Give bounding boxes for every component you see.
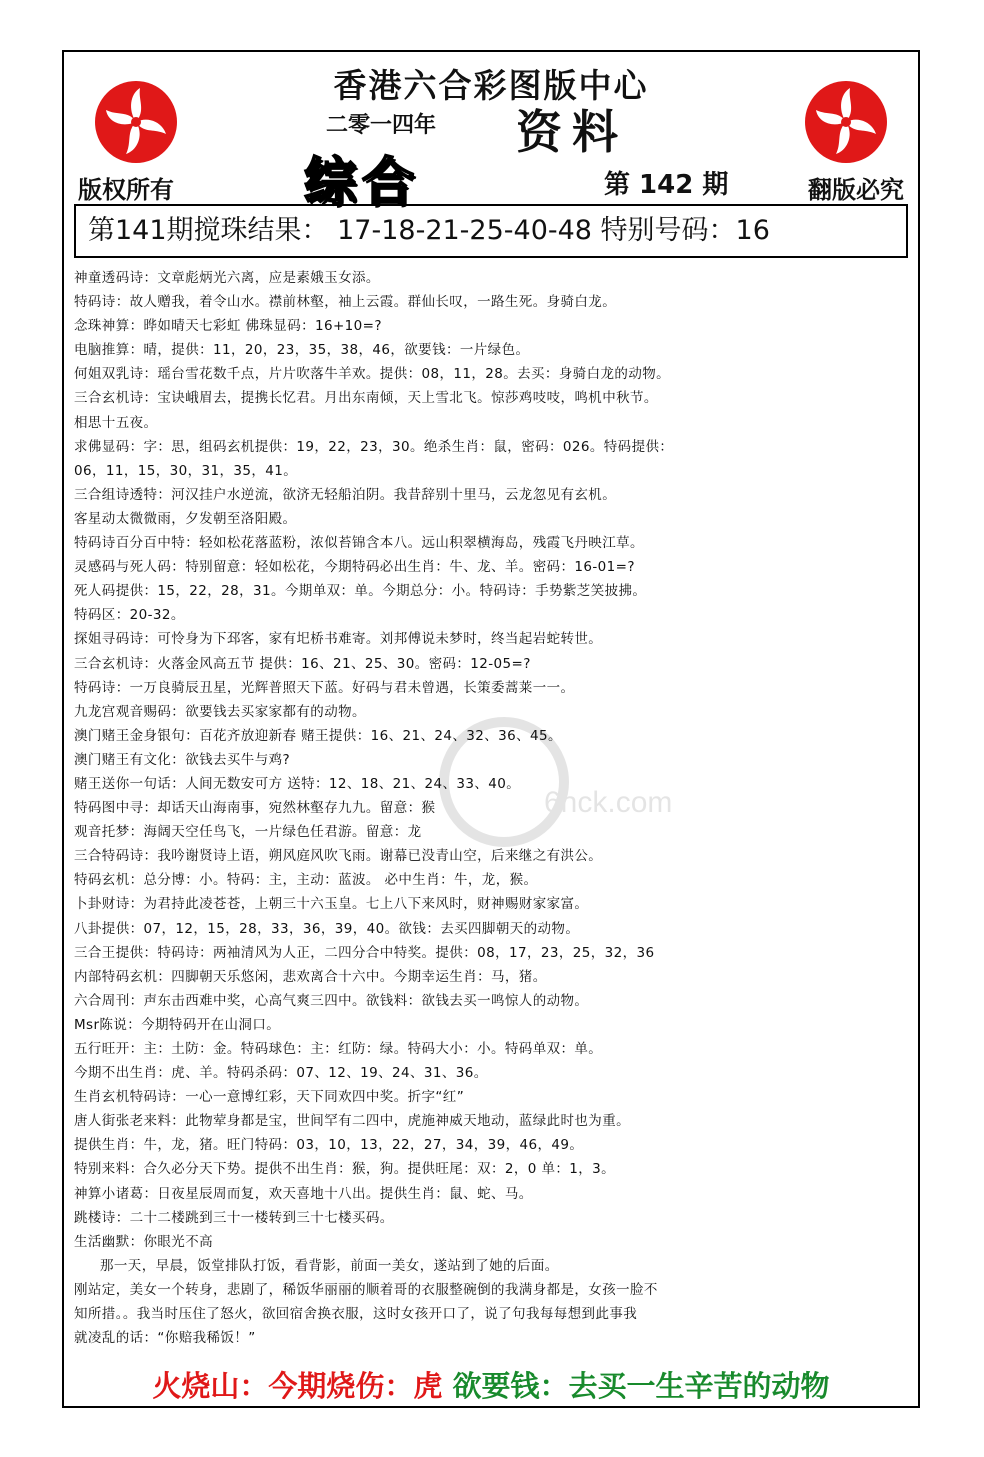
page-title: 香港六合彩图版中心	[333, 66, 649, 105]
text-line: 电脑推算：晴，提供：11，20，23，35，38，46，欲要钱：一片绿色。	[74, 342, 530, 359]
text-line: 提供生肖：牛，龙，猪。旺门特码：03，10，13，22，27，34，39，46，49。	[74, 1137, 584, 1154]
year-label: 二零一四年	[326, 113, 437, 138]
text-line: 神童透码诗：文章彪炳光六离，应是素娥玉女添。	[74, 270, 380, 286]
watermark-text: 6hck.com	[544, 786, 673, 819]
text-line: 三合组诗透特：河汉挂户水逆流，欲济无轻船泊阴。我昔辞别十里马，云龙忽见有玄机。	[74, 486, 617, 503]
text-line: 神算小诸葛：日夜星辰周而复，欢天喜地十八出。提供生肖：鼠、蛇、马。	[74, 1185, 533, 1202]
text-line: 澳门赌王金身银句：百花齐放迎新春 赌王提供：16、21、24、32、36、45。	[74, 727, 562, 744]
subtitle-bottom: 综合	[304, 153, 421, 213]
text-line: 澳门赌王有文化：欲钱去买牛与鸡?	[74, 751, 291, 768]
text-line: 死人码提供：15，22，28，31。今期单双：单。今期总分：小。特码诗：手势紫芝笑披拂。	[74, 583, 647, 600]
page-frame	[62, 50, 920, 1408]
text-line: 六合周刊：声东击西难中奖，心高气爽三四中。欲钱料：欲钱去买一鸣惊人的动物。	[74, 992, 589, 1009]
text-line: 就凌乱的话：“你赔我稀饭！”	[74, 1330, 256, 1347]
text-line: 三合玄机诗：宝诀峨眉去，提携长忆君。月出东南倾，天上雪北飞。惊莎鸡吱吱，鸣机中秋节。	[74, 390, 658, 407]
text-line: 九龙宫观音赐码：欲要钱去买家家都有的动物。	[74, 703, 366, 720]
text-line: 求佛显码：字：思，组码玄机提供：19，22，23，30。绝杀生肖：鼠，密码：026。特码提供：	[74, 438, 674, 455]
text-line: 探姐寻码诗：可怜身为下邳客，家有圯桥书难寄。刘邦傅说未梦时，终当起岩蛇转世。	[74, 631, 603, 648]
text-line: 三合特码诗：我吟谢贤诗上语，朔风庭风吹飞雨。谢幕已没青山空，后来继之有洪公。	[74, 848, 603, 865]
issue-number: 第 142 期	[604, 170, 729, 200]
text-line: 八卦提供：07，12，15，28，33，36，39，40。欲钱：去买四脚朝天的动物。	[74, 920, 580, 937]
text-line: 三合玄机诗：火落金风高五节 提供：16、21、25、30。密码：12-05=?	[74, 655, 531, 672]
copyright-left: 版权所有	[78, 176, 174, 204]
text-line: 特码诗：一万良骑辰丑星，光辉普照天下蓝。好码与君未曾遇，长策委蒿莱一一。	[74, 679, 575, 696]
text-line: 灵感码与死人码：特别留意：轻如松花，今期特码必出生肖：牛、龙、羊。密码：16-01=?	[74, 559, 635, 576]
watermark	[424, 692, 684, 892]
text-line: 客星动太微微雨，夕发朝至洛阳殿。	[74, 510, 297, 527]
text-line: Msr陈说：今期特码开在山洞口。	[74, 1016, 281, 1033]
text-line: 特码玄机：总分博：小。特码：主，主动：蓝波。 必中生肖：牛，龙，猴。	[74, 872, 538, 889]
text-line: 唐人街张老来料：此物荤身都是宝，世间罕有二四中，虎施神威天地动，蓝绿此时也为重。	[74, 1113, 630, 1130]
text-line: 念珠神算：晔如晴天七彩虹 佛珠显码：16+10=?	[74, 318, 382, 335]
text-line: 内部特码玄机：四脚朝天乐悠闲，悲欢离合十六中。今期幸运生肖：马，猪。	[74, 968, 547, 985]
text-line: 生肖玄机特码诗：一心一意博红彩，天下同欢四中奖。折字“红”	[74, 1089, 465, 1106]
text-line: 特码诗百分百中特：轻如松花落蓝粉，浓似苔锦含本八。远山积翠横海岛，残霞飞丹映江草。	[74, 535, 644, 552]
text-line: 今期不出生肖：虎、羊。特码杀码：07、12、19、24、31、36。	[74, 1065, 488, 1082]
footer-green-text: 欲要钱：去买一生辛苦的动物	[452, 1369, 830, 1403]
footer-banner	[64, 1364, 918, 1405]
text-line: 赌王送你一句话：人间无数安可方 送特：12、18、21、24、33、40。	[74, 775, 521, 792]
copyright-right: 翻版必究	[808, 176, 904, 204]
subtitle-top: 资料	[516, 105, 628, 159]
text-line: 特码诗：故人赠我，着令山水。襟前林壑，袖上云霞。群仙长叹，一路生死。身骑白龙。	[74, 294, 617, 311]
text-line: 06，11，15，30，31，35，41。	[74, 462, 298, 479]
text-line: 观音托梦：海阔天空任鸟飞，一片绿色任君游。留意：龙	[74, 824, 422, 841]
draw-result-box: 第141期搅珠结果： 17-18-21-25-40-48 特别号码：16	[74, 204, 908, 258]
text-line: 跳楼诗：二十二楼跳到三十一楼转到三十七楼买码。	[74, 1209, 394, 1226]
text-line: 知所措。。我当时压住了怒火，欲回宿舍换衣服，这时女孩开口了，说了句我每每想到此事我	[74, 1306, 638, 1323]
text-line: 特码图中寻：却话天山海南事，宛然林壑存九九。留意：猴	[74, 800, 436, 817]
header	[64, 52, 918, 213]
text-line: 卜卦财诗：为君持此凌苍苍，上朝三十六玉皇。七上八下来风时，财神赐财家家富。	[74, 896, 589, 913]
text-line: 那一天，早晨，饭堂排队打饭，看背影，前面一美女，遂站到了她的后面。	[100, 1257, 559, 1274]
text-line: 特别来料：合久必分天下势。提供不出生肖：猴，狗。提供旺尾：双：2，0 单：1，3。	[74, 1161, 616, 1178]
text-line: 三合王提供：特码诗：两袖清风为人正，二四分合中特奖。提供：08，17，23，25，32，36	[74, 944, 655, 961]
text-line: 相思十五夜。	[74, 414, 158, 431]
text-line: 特码区：20-32。	[74, 607, 185, 624]
text-line: 生活幽默：你眼光不高	[74, 1233, 213, 1250]
text-line: 刚站定，美女一个转身，悲剧了，稀饭华丽丽的顺着哥的衣服整碗倒的我满身都是，女孩一脸不	[74, 1281, 658, 1298]
footer-red-text: 火烧山：今期烧伤：虎	[152, 1369, 443, 1403]
text-line: 五行旺开：主：土防：金。特码球色：主：红防：绿。特码大小：小。特码单双：单。	[74, 1041, 603, 1057]
text-line: 何姐双乳诗：瑶台雪花数千点，片片吹落牛羊欢。提供：08，11，28。去买：身骑白龙的动物。	[74, 366, 671, 383]
